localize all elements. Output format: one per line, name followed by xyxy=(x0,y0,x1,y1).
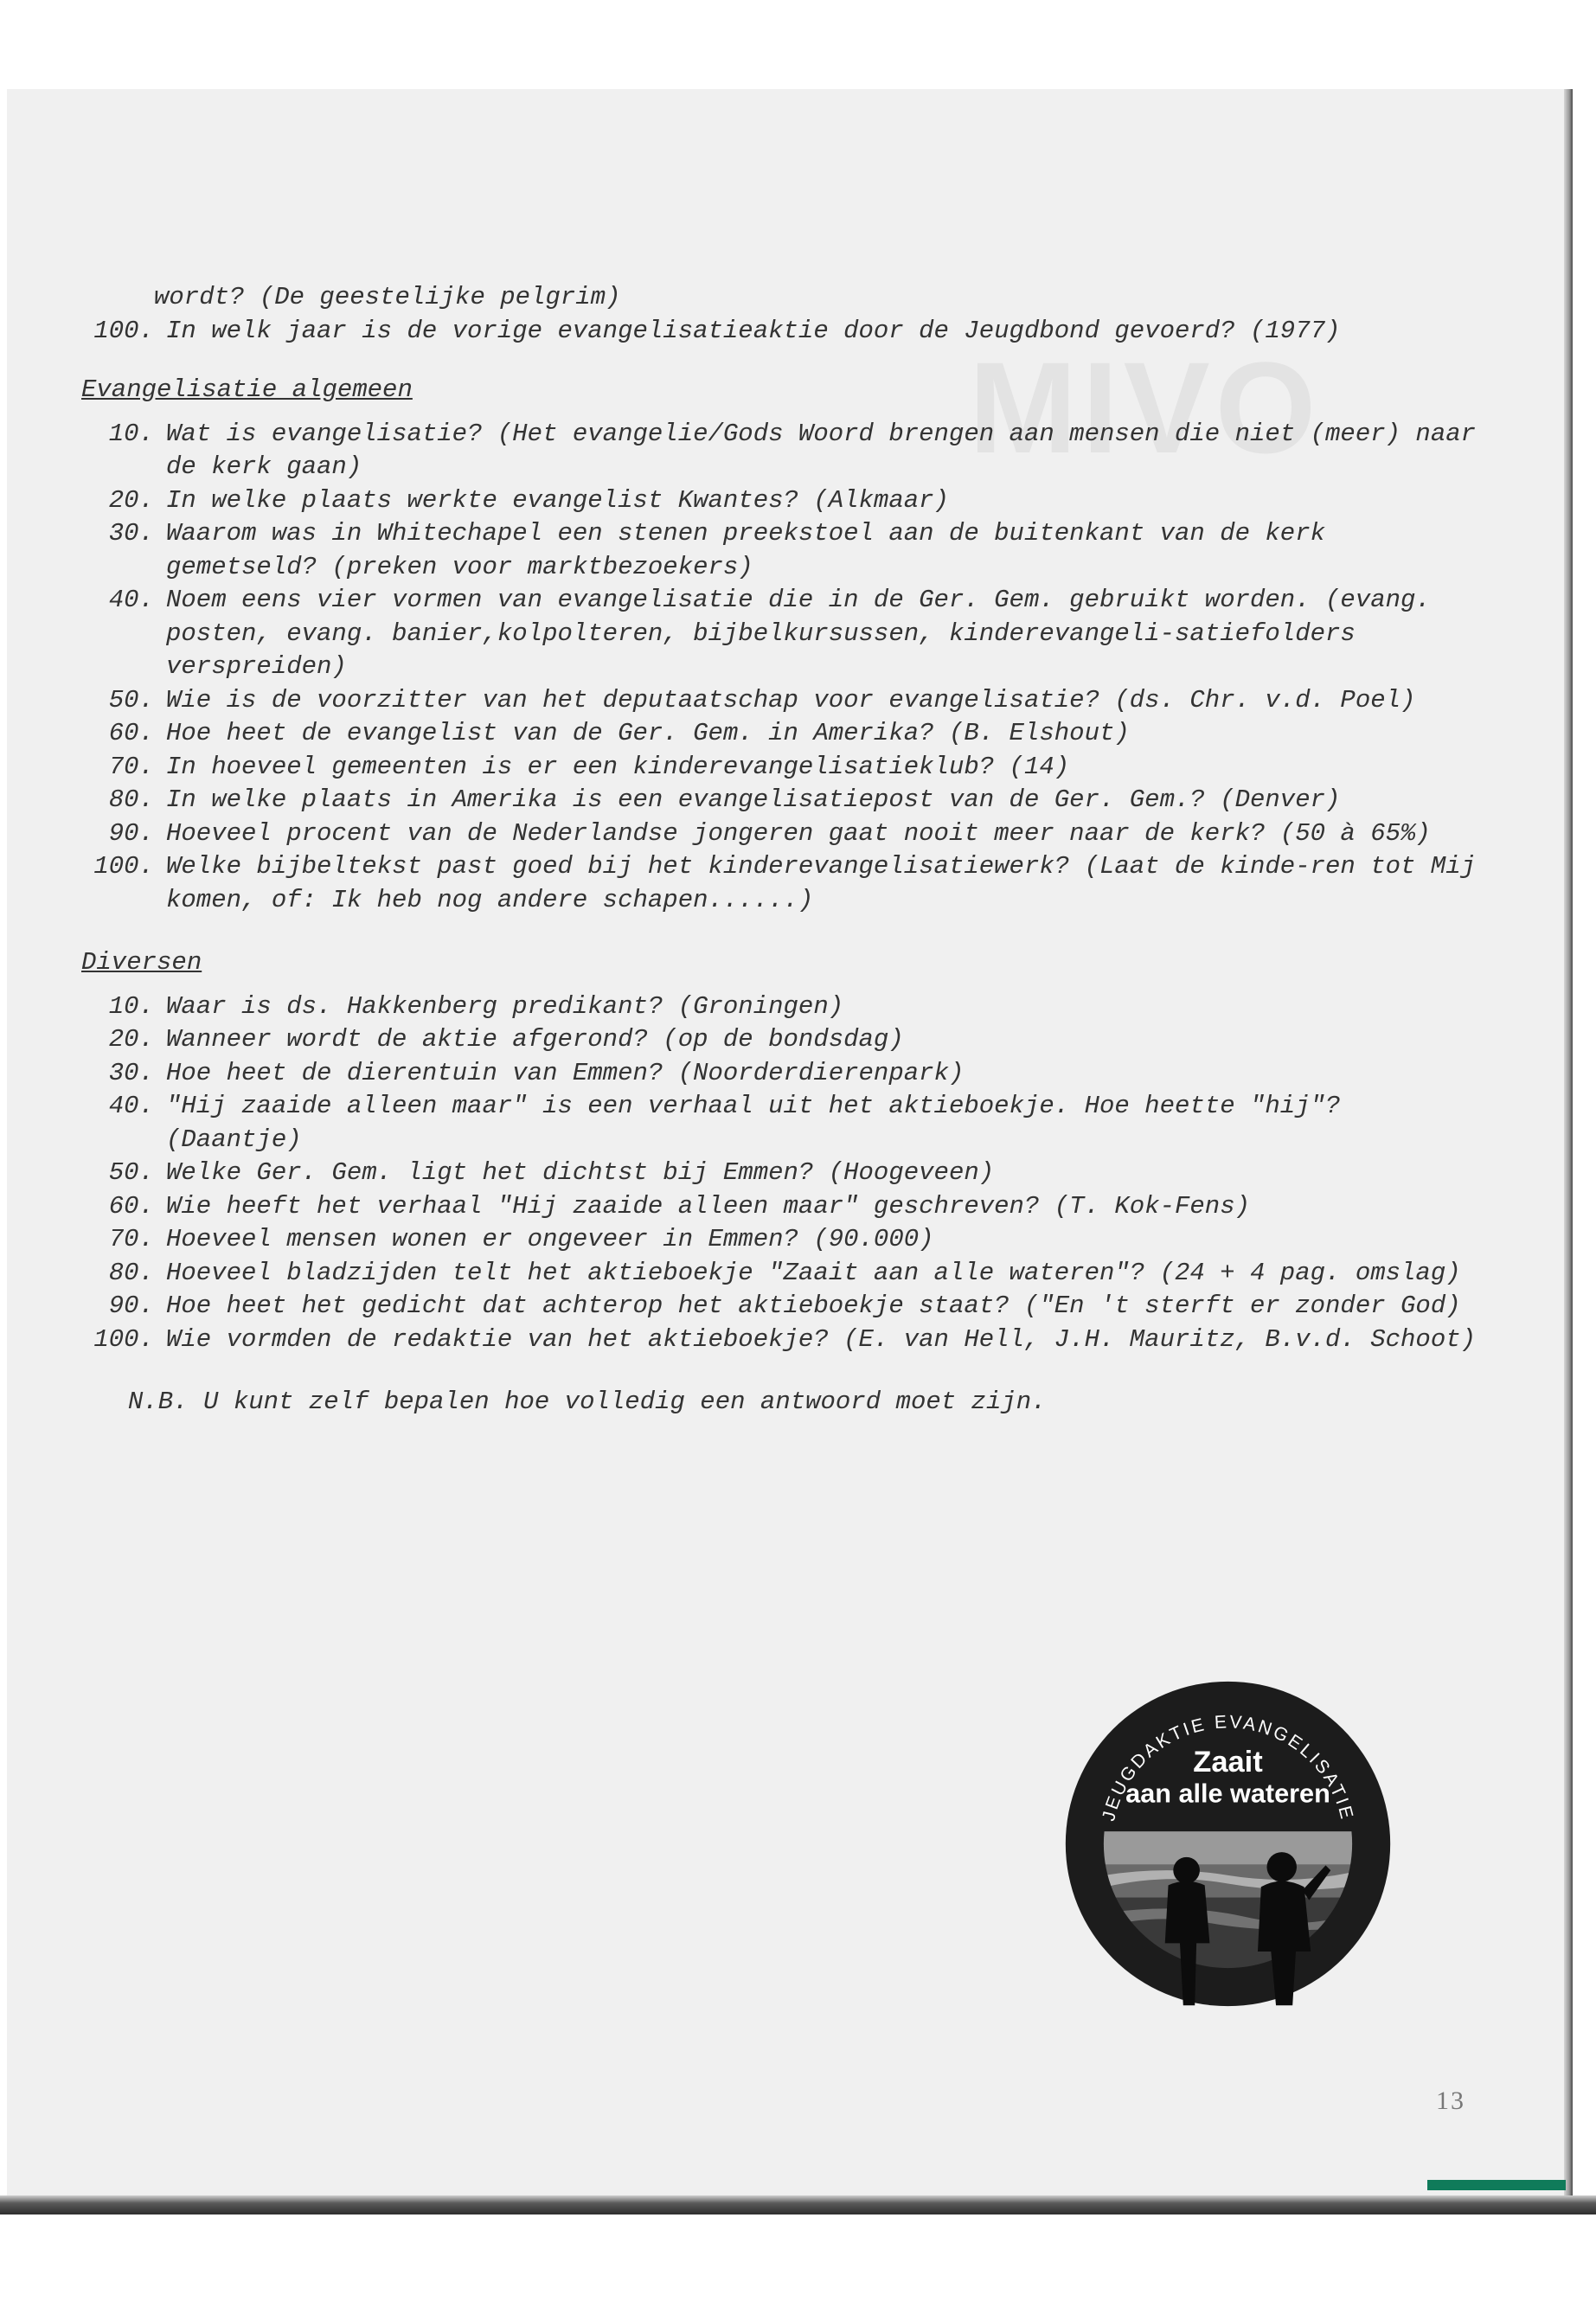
continuation-line: wordt? (De geestelijke pelgrim) xyxy=(154,283,621,311)
question-row xyxy=(61,784,1479,817)
question-text: Hoe heet het gedicht dat achterop het aktieboekje staat? ("En 't sterft er zonder God) xyxy=(166,1292,1461,1320)
question-text: Hoe heet de evangelist van de Ger. Gem. in Amerika? (B. Elshout) xyxy=(166,719,1130,747)
question-text: Wie is de voorzitter van het deputaatschap voor evangelisatie? (ds. Chr. v.d. Poel) xyxy=(166,685,1416,715)
question-number: 70. xyxy=(108,1225,154,1253)
question-row xyxy=(61,517,1479,584)
question-row xyxy=(61,1190,1479,1224)
question-number: 80. xyxy=(108,1258,154,1287)
question-row xyxy=(61,484,1479,518)
question-number: 90. xyxy=(108,1292,154,1320)
question-row xyxy=(61,817,1479,851)
question-row xyxy=(61,990,1479,1024)
question-number: 20. xyxy=(108,1025,154,1054)
question-number: 70. xyxy=(108,752,154,781)
question-number: 10. xyxy=(108,419,154,448)
question-text: Waar is ds. Hakkenberg predikant? (Groningen) xyxy=(166,991,844,1021)
question-number: 20. xyxy=(108,485,154,515)
question-text: In welk jaar is de vorige evangelisatieaktie door de Jeugdbond gevoerd? (1977) xyxy=(166,316,1341,345)
question-row xyxy=(61,1290,1479,1324)
question-text: Wie vormden de redaktie van het aktieboekje? (E. van Hell, J.H. Mauritz, B.v.d. Schoot) xyxy=(166,1324,1477,1354)
question-number: 40. xyxy=(108,1092,154,1120)
question-text: Wie heeft het verhaal "Hij zaaide alleen maar" geschreven? (T. Kok-Fens) xyxy=(166,1191,1251,1221)
show-through-text: MIVO xyxy=(969,335,1322,480)
binding-tape xyxy=(1427,2180,1566,2190)
question-number: 30. xyxy=(108,519,154,548)
question-number: 50. xyxy=(108,685,154,715)
page-number: 13 xyxy=(1436,2086,1465,2115)
question-number: 90. xyxy=(108,818,154,848)
question-row xyxy=(61,584,1479,684)
footnote: N.B. U kunt zelf bepalen hoe volledig een antwoord moet zijn. xyxy=(128,1388,1047,1416)
question-row xyxy=(61,315,1479,349)
question-text: Hoeveel mensen wonen er ongeveer in Emmen? (90.000) xyxy=(166,1225,934,1253)
question-text: Hoeveel procent van de Nederlandse jongeren gaat nooit meer naar de kerk? (50 à 65%) xyxy=(166,818,1431,848)
question-row xyxy=(61,1223,1479,1257)
jeugdaktie-logo xyxy=(1062,1678,1394,2009)
question-text: Hoe heet de dierentuin van Emmen? (Noorderdierenpark) xyxy=(166,1058,965,1087)
section-title: Diversen xyxy=(81,948,202,977)
section-diversen-list xyxy=(61,990,1479,1357)
question-row xyxy=(61,1057,1479,1091)
logo-title-line2: aan alle wateren xyxy=(1125,1779,1330,1809)
question-row xyxy=(61,751,1479,785)
question-text: Noem eens vier vormen van evangelisatie die in de Ger. Gem. gebruikt worden. (evang. posten, evang. banier,kolpolteren, bijbelkursussen, kinderevangeli-satiefolders verspreiden) xyxy=(166,586,1431,681)
question-row xyxy=(61,1257,1479,1291)
question-number: 50. xyxy=(108,1158,154,1187)
question-number: 30. xyxy=(108,1058,154,1087)
question-number: 60. xyxy=(108,719,154,747)
question-row xyxy=(61,1023,1479,1057)
question-text: Welke Ger. Gem. ligt het dichtst bij Emmen? (Hoogeveen) xyxy=(166,1158,995,1187)
question-number: 10. xyxy=(108,991,154,1021)
question-text: In welke plaats in Amerika is een evangelisatiepost van de Ger. Gem.? (Denver) xyxy=(166,785,1341,814)
logo-ring-text: JEUGDAKTIE EVANGELISATIE xyxy=(1099,1712,1357,1823)
question-number: 100. xyxy=(93,1324,154,1354)
question-row xyxy=(61,1157,1479,1190)
question-number: 80. xyxy=(108,785,154,814)
question-number: 40. xyxy=(108,586,154,614)
question-number: 100. xyxy=(93,852,154,881)
question-number: 100. xyxy=(93,316,154,345)
section-title: Evangelisatie algemeen xyxy=(81,375,413,404)
question-text: Wat is evangelisatie? (Het evangelie/Gods Woord brengen aan mensen die niet (meer) naar de kerk gaan) xyxy=(166,419,1477,481)
binding-edge xyxy=(1564,89,1573,2200)
question-row xyxy=(61,717,1479,751)
question-text: Hoeveel bladzijden telt het aktieboekje "Zaait aan alle wateren"? (24 + 4 pag. omslag) xyxy=(166,1258,1461,1287)
page-bottom-edge xyxy=(0,2195,1596,2214)
question-text: In hoeveel gemeenten is er een kinderevangelisatieklub? (14) xyxy=(166,752,1070,781)
question-text: Waarom was in Whitechapel een stenen preekstoel aan de buitenkant van de kerk gemetseld? (preken voor marktbezoekers) xyxy=(166,519,1326,581)
logo-title-line1: Zaait xyxy=(1193,1746,1263,1779)
section-evangelisatie-list xyxy=(61,418,1479,918)
question-text: In welke plaats werkte evangelist Kwantes? (Alkmaar) xyxy=(166,485,949,515)
question-number: 60. xyxy=(108,1191,154,1221)
question-row xyxy=(61,684,1479,718)
page-content xyxy=(61,281,1479,1420)
question-row xyxy=(61,1090,1479,1157)
question-text: "Hij zaaide alleen maar" is een verhaal uit het aktieboekje. Hoe heette "hij"? (Daantje) xyxy=(166,1092,1341,1154)
question-row xyxy=(61,850,1479,917)
question-row xyxy=(61,1324,1479,1357)
question-text: Wanneer wordt de aktie afgerond? (op de bondsdag) xyxy=(166,1025,904,1054)
question-text: Welke bijbeltekst past goed bij het kinderevangelisatiewerk? (Laat de kinde-ren tot Mij komen, of: Ik heb nog andere schapen......) xyxy=(166,852,1477,914)
question-row xyxy=(61,418,1479,484)
